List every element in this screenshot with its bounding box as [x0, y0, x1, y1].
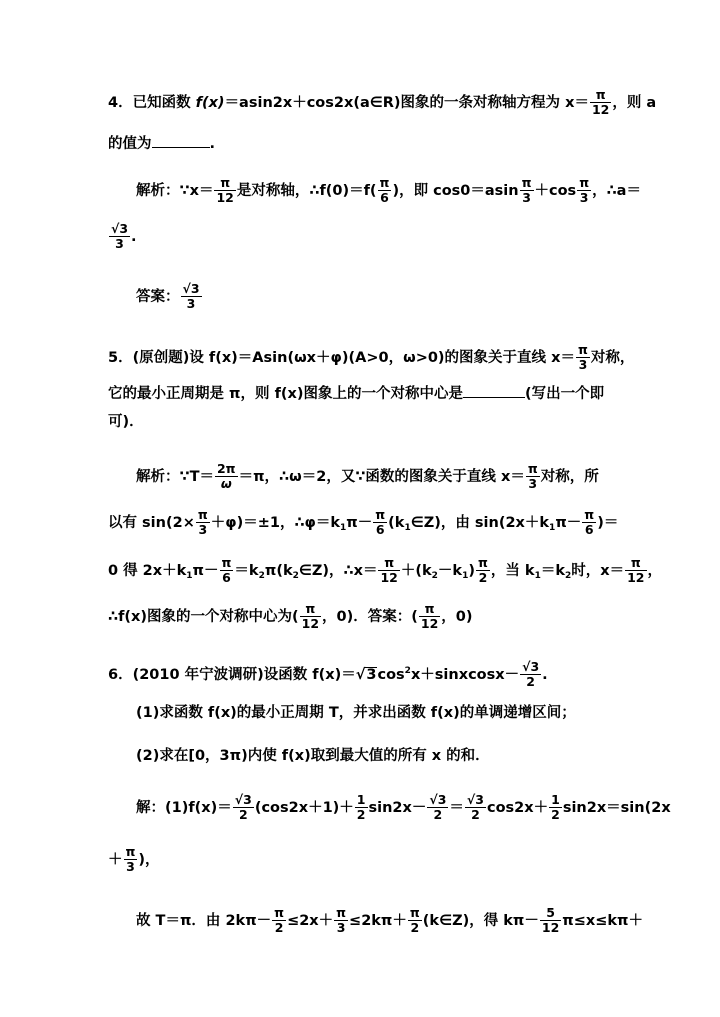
p6-solution-line3 — [136, 906, 643, 936]
p5-s3-text5: ∈Z)，∴x＝ — [298, 562, 378, 579]
fraction-pi-2 — [408, 906, 422, 936]
fraction-sqrt3-2 — [520, 660, 541, 690]
fraction-5-12 — [540, 906, 561, 936]
p5-s3-text10: ＝k — [540, 562, 565, 579]
fraction-pi-3 — [334, 906, 348, 936]
p4-s1-text4: ＋cos — [534, 182, 577, 199]
numerator: √3 — [522, 659, 540, 674]
p6-s1-text5: cos2x＋ — [486, 799, 549, 816]
denominator: 2 — [274, 920, 284, 936]
denominator: 2 — [478, 570, 488, 586]
denominator: 3 — [579, 190, 589, 206]
denominator: 6 — [375, 522, 385, 538]
denominator: 6 — [380, 190, 389, 206]
p5-s2-text3: π－ — [346, 514, 373, 531]
denominator: 3 — [115, 236, 124, 252]
denominator: 12 — [627, 570, 645, 586]
numerator: π — [221, 555, 232, 570]
fraction-pi-12 — [300, 602, 321, 632]
p6-s3-text: 故 T＝π．由 2kπ－ — [136, 912, 272, 929]
p5-question-line1 — [108, 343, 634, 373]
p5-solution-line2 — [108, 508, 618, 538]
numerator: π — [590, 88, 611, 103]
numerator: π — [300, 602, 321, 617]
p5-s3-text8: ) — [468, 562, 475, 579]
denominator: 3 — [198, 522, 208, 538]
p4-question-line1 — [108, 88, 656, 118]
denominator: 2 — [433, 807, 443, 823]
answer-blank — [152, 146, 210, 148]
p4-q-text2: ＝asin2x＋cos2x(a∈R)图象的一条对称轴方程为 x＝ — [224, 94, 589, 111]
numerator: π — [577, 342, 588, 357]
fraction-pi-3 — [576, 343, 590, 373]
denominator: 2 — [238, 807, 248, 823]
period: . — [131, 228, 137, 245]
p5-s2-text5: ∈Z)，由 sin(2x＋k — [410, 514, 550, 531]
numerator: √3 — [429, 792, 447, 807]
denominator: 2 — [356, 807, 366, 823]
p4-question-line2 — [108, 137, 215, 152]
p5-q-text2: 对称， — [590, 349, 635, 366]
p5-s3-text3: ＝k — [234, 562, 259, 579]
subscript: 1 — [534, 570, 541, 581]
p6-solution-line2 — [108, 845, 160, 875]
numerator: 1 — [551, 792, 560, 807]
p6-item1 — [136, 706, 576, 721]
sqrt-3: √3 — [355, 666, 377, 683]
p6-solution-line1 — [136, 793, 671, 823]
numerator: π — [197, 507, 208, 522]
subscript: 2 — [258, 570, 265, 581]
period: . — [209, 136, 216, 152]
p6-s1-text2: (cos2x＋1)＋ — [254, 799, 354, 816]
p6-s3-text3: ≤2kπ＋ — [349, 912, 407, 929]
fraction-pi-12 — [214, 176, 235, 206]
denominator: 3 — [528, 476, 538, 492]
answer-blank — [463, 396, 525, 398]
denominator: 3 — [126, 859, 135, 875]
numerator: π — [579, 175, 590, 190]
fraction-sqrt3-2 — [427, 793, 448, 823]
numerator: π — [379, 175, 390, 190]
p5-solution-line4 — [108, 602, 473, 632]
subscript: 2 — [564, 570, 572, 581]
denominator: 12 — [380, 570, 398, 586]
denominator: 3 — [186, 296, 196, 312]
p4-s1-text5: ，∴a＝ — [592, 182, 641, 199]
denominator: 12 — [420, 616, 439, 632]
numerator: √3 — [111, 221, 129, 236]
denominator: 3 — [578, 357, 588, 373]
p4-fx: f(x) — [195, 94, 225, 111]
p5-s1-text: 解析：∵T＝ — [136, 468, 214, 485]
p6-item2-text: (2)求在[0，3π)内使 f(x)取到最大值的所有 x 的和． — [136, 748, 490, 764]
p5-s2-text7: )＝ — [597, 514, 619, 531]
subscript: 1 — [340, 522, 347, 533]
numerator: π — [419, 602, 440, 617]
p6-q-text2: cos — [377, 666, 405, 683]
p6-q-text3: x＋sinxcosx－ — [410, 666, 520, 683]
p6-s1-text6: sin2x＝sin(2x — [562, 799, 671, 816]
subscript: 2 — [292, 570, 299, 581]
fraction-pi-3 — [124, 845, 138, 875]
p4-q-text: 4．已知函数 — [108, 94, 196, 111]
p5-solution-line3 — [108, 556, 662, 586]
denominator: 3 — [336, 920, 346, 936]
fraction-1-2 — [549, 793, 562, 823]
p5-s1-text3: 对称，所 — [540, 468, 599, 485]
p5-solution-line1 — [136, 462, 599, 492]
radicand: 3 — [366, 666, 377, 683]
denominator: 12 — [301, 616, 320, 632]
p4-solution-line1 — [136, 176, 641, 206]
numerator: π — [336, 905, 347, 920]
fraction-pi-3 — [526, 462, 540, 492]
numerator: π — [625, 556, 646, 571]
numerator: π — [378, 556, 399, 571]
p4-s1-text: 解析：∵x＝ — [136, 182, 214, 199]
fraction-pi-12 — [590, 88, 611, 118]
numerator: 5 — [540, 906, 561, 921]
fraction-pi-3 — [577, 176, 591, 206]
fraction-pi-3 — [196, 508, 210, 538]
p5-s2-text4: (k — [388, 514, 405, 531]
p6-s1-text3: sin2x－ — [368, 799, 427, 816]
p5-s3-text6: ＋(k — [400, 562, 432, 579]
numerator: π — [214, 176, 235, 191]
denominator: 2 — [551, 807, 560, 823]
denominator: ω — [220, 476, 232, 492]
p6-item2 — [136, 749, 490, 764]
fraction-pi-6 — [373, 508, 387, 538]
fraction-sqrt3-2 — [233, 793, 254, 823]
fraction-pi-2 — [272, 906, 286, 936]
numerator: π — [521, 175, 532, 190]
p4-s1-text2: 是对称轴，∴f(0)＝f( — [236, 182, 377, 199]
p5-q3-text: 可)． — [108, 414, 144, 430]
p6-q-text: 6．(2010 年宁波调研)设函数 f(x)＝ — [108, 666, 356, 683]
period: . — [542, 666, 548, 683]
p6-s2-text: ＋ — [108, 851, 123, 868]
fraction-pi-3 — [520, 176, 534, 206]
subscript: 1 — [404, 522, 411, 533]
subscript: 1 — [549, 522, 556, 533]
denominator: 2 — [526, 674, 535, 690]
p5-question-line3 — [108, 415, 144, 430]
p5-s3-text12: ， — [647, 562, 663, 579]
p5-q-text: 5．(原创题)设 f(x)＝Asin(ωx＋φ)(A>0，ω>0)的图象关于直线 x＝ — [108, 349, 575, 366]
subscript: 1 — [462, 570, 469, 581]
denominator: 3 — [522, 190, 531, 206]
numerator: 1 — [356, 792, 366, 807]
fraction-2pi-omega — [215, 462, 238, 492]
fraction-pi-12 — [419, 602, 440, 632]
numerator: √3 — [466, 792, 484, 807]
numerator: π — [274, 905, 285, 920]
denominator: 6 — [584, 522, 594, 538]
numerator: √3 — [182, 281, 200, 296]
numerator: π — [477, 555, 488, 570]
fraction-sqrt3-2 — [465, 793, 486, 823]
fraction-pi-12 — [625, 556, 646, 586]
numerator: π — [125, 844, 136, 859]
p6-question-line1 — [108, 660, 548, 690]
p5-s2-text2: ＋φ)＝±1，∴φ＝k — [210, 514, 341, 531]
p5-s3-text2: π－ — [192, 562, 219, 579]
numerator: π — [409, 905, 420, 920]
fraction-sqrt3-3 — [109, 222, 130, 252]
fraction-1-2 — [355, 793, 368, 823]
p5-q2-text2: (写出一个即 — [524, 386, 605, 402]
p4-q-text3: ，则 a — [612, 94, 657, 111]
numerator: π — [527, 461, 538, 476]
fraction-sqrt3-3 — [181, 282, 202, 312]
p6-s3-text2: ≤2x＋ — [287, 912, 334, 929]
fraction-pi-2 — [476, 556, 490, 586]
p5-s4-text3: ，0) — [441, 608, 473, 625]
numerator: 2π — [216, 461, 236, 476]
denominator: 12 — [591, 102, 610, 118]
p5-s3-text4: π(k — [264, 562, 293, 579]
p6-s1-text: 解：(1)f(x)＝ — [136, 799, 232, 816]
superscript: 2 — [404, 665, 411, 676]
p5-s2-text: 以有 sin(2× — [108, 514, 195, 531]
denominator: 12 — [216, 190, 234, 206]
fraction-pi-6 — [378, 176, 392, 206]
p6-item1-text: (1)求函数 f(x)的最小正周期 T，并求出函数 f(x)的单调递增区间； — [136, 705, 576, 721]
p5-s1-text2: ＝π，∴ω＝2，又∵函数的图象关于直线 x＝ — [238, 468, 525, 485]
p5-question-line2 — [108, 387, 604, 402]
numerator: π — [584, 507, 595, 522]
p5-s2-text6: π－ — [555, 514, 582, 531]
p6-s1-text4: ＝ — [449, 799, 464, 816]
p6-s2-text2: )， — [138, 851, 160, 868]
subscript: 2 — [431, 570, 438, 581]
p5-s3-text7: －k — [437, 562, 463, 579]
p4-s1-text3: )，即 cos0＝asin — [392, 182, 519, 199]
fraction-pi-6 — [582, 508, 596, 538]
denominator: 2 — [471, 807, 480, 823]
numerator: π — [375, 507, 386, 522]
p5-s3-text11: 时，x＝ — [571, 562, 625, 579]
subscript: 1 — [186, 570, 193, 581]
p5-s4-text: ∴f(x)图象的一个对称中心为( — [108, 608, 299, 625]
p5-s3-text9: ，当 k — [490, 562, 535, 579]
fraction-pi-12 — [378, 556, 399, 586]
denominator: 12 — [541, 920, 560, 936]
p6-s3-text4: (k∈Z)，得 kπ－ — [422, 912, 539, 929]
p6-s3-text5: π≤x≤kπ＋ — [562, 912, 644, 929]
numerator: √3 — [234, 792, 252, 807]
p5-s4-text2: ，0)．答案：( — [322, 608, 418, 625]
fraction-pi-6 — [220, 556, 234, 586]
denominator: 6 — [222, 570, 231, 586]
answer-label: 答案： — [136, 288, 180, 305]
p4-answer — [136, 282, 203, 312]
p5-s3-text: 0 得 2x＋k — [108, 562, 187, 579]
p5-q2-text: 它的最小正周期是 π，则 f(x)图象上的一个对称中心是 — [108, 386, 463, 402]
p4-q2-text: 的值为 — [108, 136, 152, 152]
denominator: 2 — [410, 920, 420, 936]
p4-solution-line2 — [108, 222, 137, 252]
